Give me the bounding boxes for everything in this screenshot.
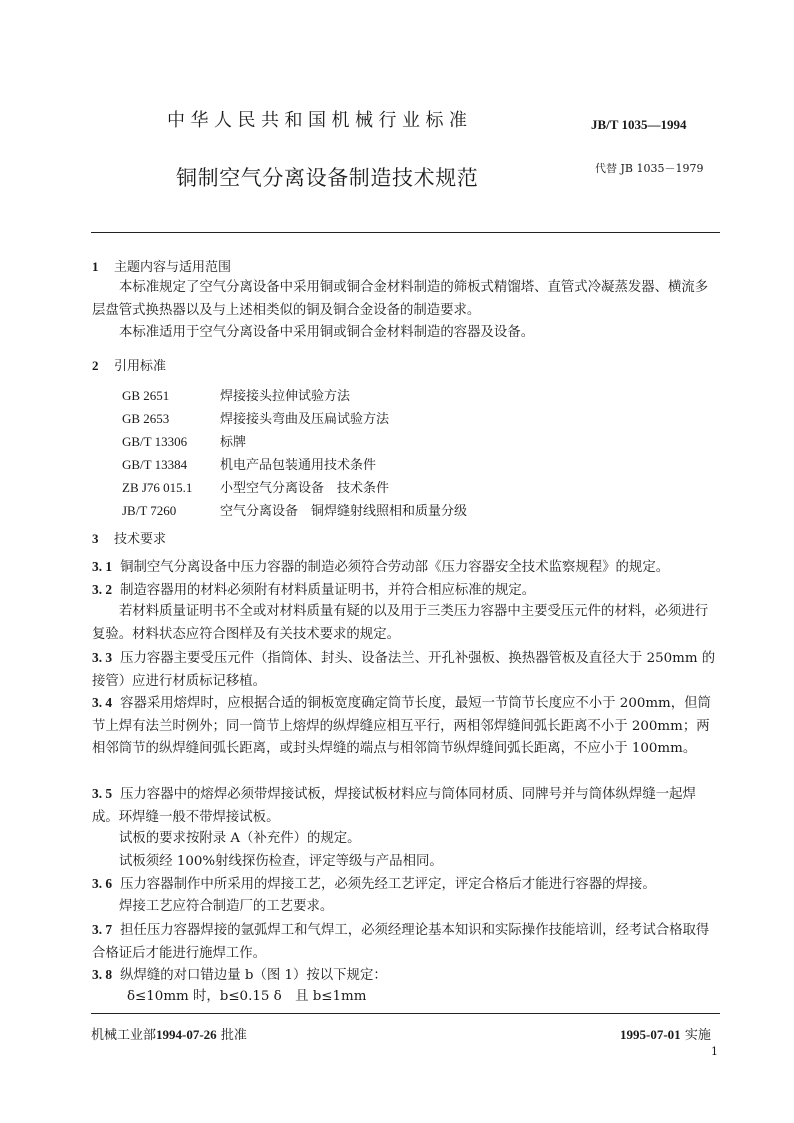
clause-3-5 [92, 783, 718, 829]
clause-number: 3. 6 [92, 876, 113, 891]
clause-text: 纵焊缝的对口错边量 b（图 1）按以下规定： [120, 968, 387, 983]
reference-code: JB/T 7260 [122, 503, 177, 518]
page-number: 1 [711, 1045, 718, 1058]
clause-3-2 [92, 579, 718, 603]
paragraph: 本标准规定了空气分离设备中采用铜或铜合金材料制造的筛板式精馏塔、直管式冷凝蒸发器、横流多层盘管式换热器以及与上述相类似的铜及铜合金设备的制造要求。 [92, 280, 709, 318]
reference-name: 焊接接头弯曲及压扁试验方法 [220, 412, 390, 427]
section-3-heading [92, 528, 166, 547]
clause-3-1 [92, 556, 718, 580]
reference-row [122, 385, 350, 404]
approval-line [91, 1024, 247, 1043]
paragraph: 试板须经 100%射线探伤检查，评定等级与产品相同。 [119, 854, 443, 869]
clause-number: 3. 5 [92, 786, 113, 801]
clause-3-7 [92, 919, 718, 965]
reference-row [122, 477, 389, 496]
clause-3-3 [92, 647, 718, 693]
effective-line [620, 1024, 711, 1043]
reference-name: 焊接接头拉伸试验方法 [220, 389, 351, 404]
clause-text: 铜制空气分离设备中压力容器的制造必须符合劳动部《压力容器安全技术监察规程》的规定。 [120, 560, 670, 575]
reference-code: GB/T 13384 [122, 457, 188, 472]
section-title: 主题内容与适用范围 [114, 260, 232, 275]
section-1-heading [92, 256, 231, 275]
reference-name: 空气分离设备 铜焊缝射线照相和质量分级 [220, 504, 468, 519]
section-2-heading [92, 355, 166, 374]
replaces-note: 代替 JB 1035－1979 [595, 162, 704, 175]
effective-label: 实施 [684, 1028, 711, 1043]
formula-line: δ≤10mm 时，b≤0.15 δ 且 b≤1mm [127, 989, 367, 1004]
clause-text: 压力容器制作中所采用的焊接工艺，必须先经工艺评定，评定合格后才能进行容器的焊接。 [120, 877, 656, 892]
reference-code: GB/T 13306 [122, 434, 188, 449]
clause-text: 压力容器主要受压元件（指筒体、封头、设备法兰、开孔补强板、换热器管板及直径大于 250mm 的接管）应进行材质标记移植。 [92, 651, 716, 689]
header-divider [91, 232, 720, 233]
clause-3-4 [92, 692, 718, 761]
paragraph: 本标准适用于空气分离设备中采用铜或铜合金材料制造的容器及设备。 [119, 325, 535, 340]
reference-row [122, 408, 389, 427]
clause-number: 3. 4 [92, 695, 113, 710]
clause-number: 3. 3 [92, 650, 113, 665]
paragraph: 试板的要求按附录 A（补充件）的规定。 [119, 831, 361, 846]
paragraph: 若材料质量证明书不全或对材料质量有疑的以及用于三类压力容器中主要受压元件的材料，必须进行复验。材料状态应符合图样及有关技术要求的规定。 [92, 604, 709, 642]
clause-number: 3. 7 [92, 922, 113, 937]
reference-row [122, 500, 467, 519]
paragraph: 焊接工艺应符合制造厂的工艺要求。 [119, 899, 334, 914]
section-title: 引用标准 [114, 359, 167, 374]
standard-number: JB/T 1035—1994 [591, 117, 687, 132]
effective-date: 1995-07-01 [620, 1027, 681, 1042]
reference-name: 机电产品包装通用技术条件 [220, 458, 377, 473]
approval-org: 机械工业部 [91, 1028, 157, 1043]
approval-date: 1994-07-26 [156, 1027, 217, 1042]
approval-label: 批准 [220, 1028, 247, 1043]
section-title: 技术要求 [114, 532, 167, 547]
footer-divider [91, 1013, 720, 1014]
section-number: 1 [92, 259, 99, 274]
clause-number: 3. 1 [92, 559, 113, 574]
header-organization: 中华人民共和国机械行业标准 [167, 110, 473, 131]
clause-text: 制造容器用的材料必须附有材料质量证明书，并符合相应标准的规定。 [120, 583, 536, 598]
reference-code: GB 2653 [122, 411, 170, 426]
clause-text: 压力容器中的熔焊必须带焊接试板，焊接试板材料应与筒体同材质、同牌号并与筒体纵焊缝一起焊成。环焊缝一般不带焊接试板。 [92, 787, 696, 825]
clause-3-8 [92, 964, 718, 988]
reference-code: ZB J76 015.1 [122, 480, 193, 495]
clause-text: 容器采用熔焊时，应根据合适的铜板宽度确定筒节长度，最短一节筒节长度应不小于 200mm，但筒节上焊有法兰时例外；同一筒节上熔焊的纵焊缝应相互平行，两相邻焊缝间弧长距离不小于 200mm；两相邻筒节的纵焊缝间弧长距离，或封头焊缝的端点与相邻筒节纵焊缝间弧长距离，不应小于 100mm。 [92, 696, 711, 757]
section-number: 2 [92, 358, 99, 373]
reference-name: 小型空气分离设备 技术条件 [220, 481, 390, 496]
reference-name: 标牌 [220, 435, 247, 450]
clause-text: 担任压力容器焊接的氩弧焊工和气焊工，必须经理论基本知识和实际操作技能培训，经考试合格取得合格证后才能进行施焊工作。 [92, 923, 710, 961]
document-title: 铜制空气分离设备制造技术规范 [176, 166, 479, 190]
clause-number: 3. 2 [92, 582, 113, 597]
section-number: 3 [92, 531, 99, 546]
clause-number: 3. 8 [92, 967, 113, 982]
reference-row [122, 431, 246, 450]
reference-row [122, 454, 376, 473]
clause-3-6 [92, 873, 718, 897]
reference-code: GB 2651 [122, 388, 170, 403]
